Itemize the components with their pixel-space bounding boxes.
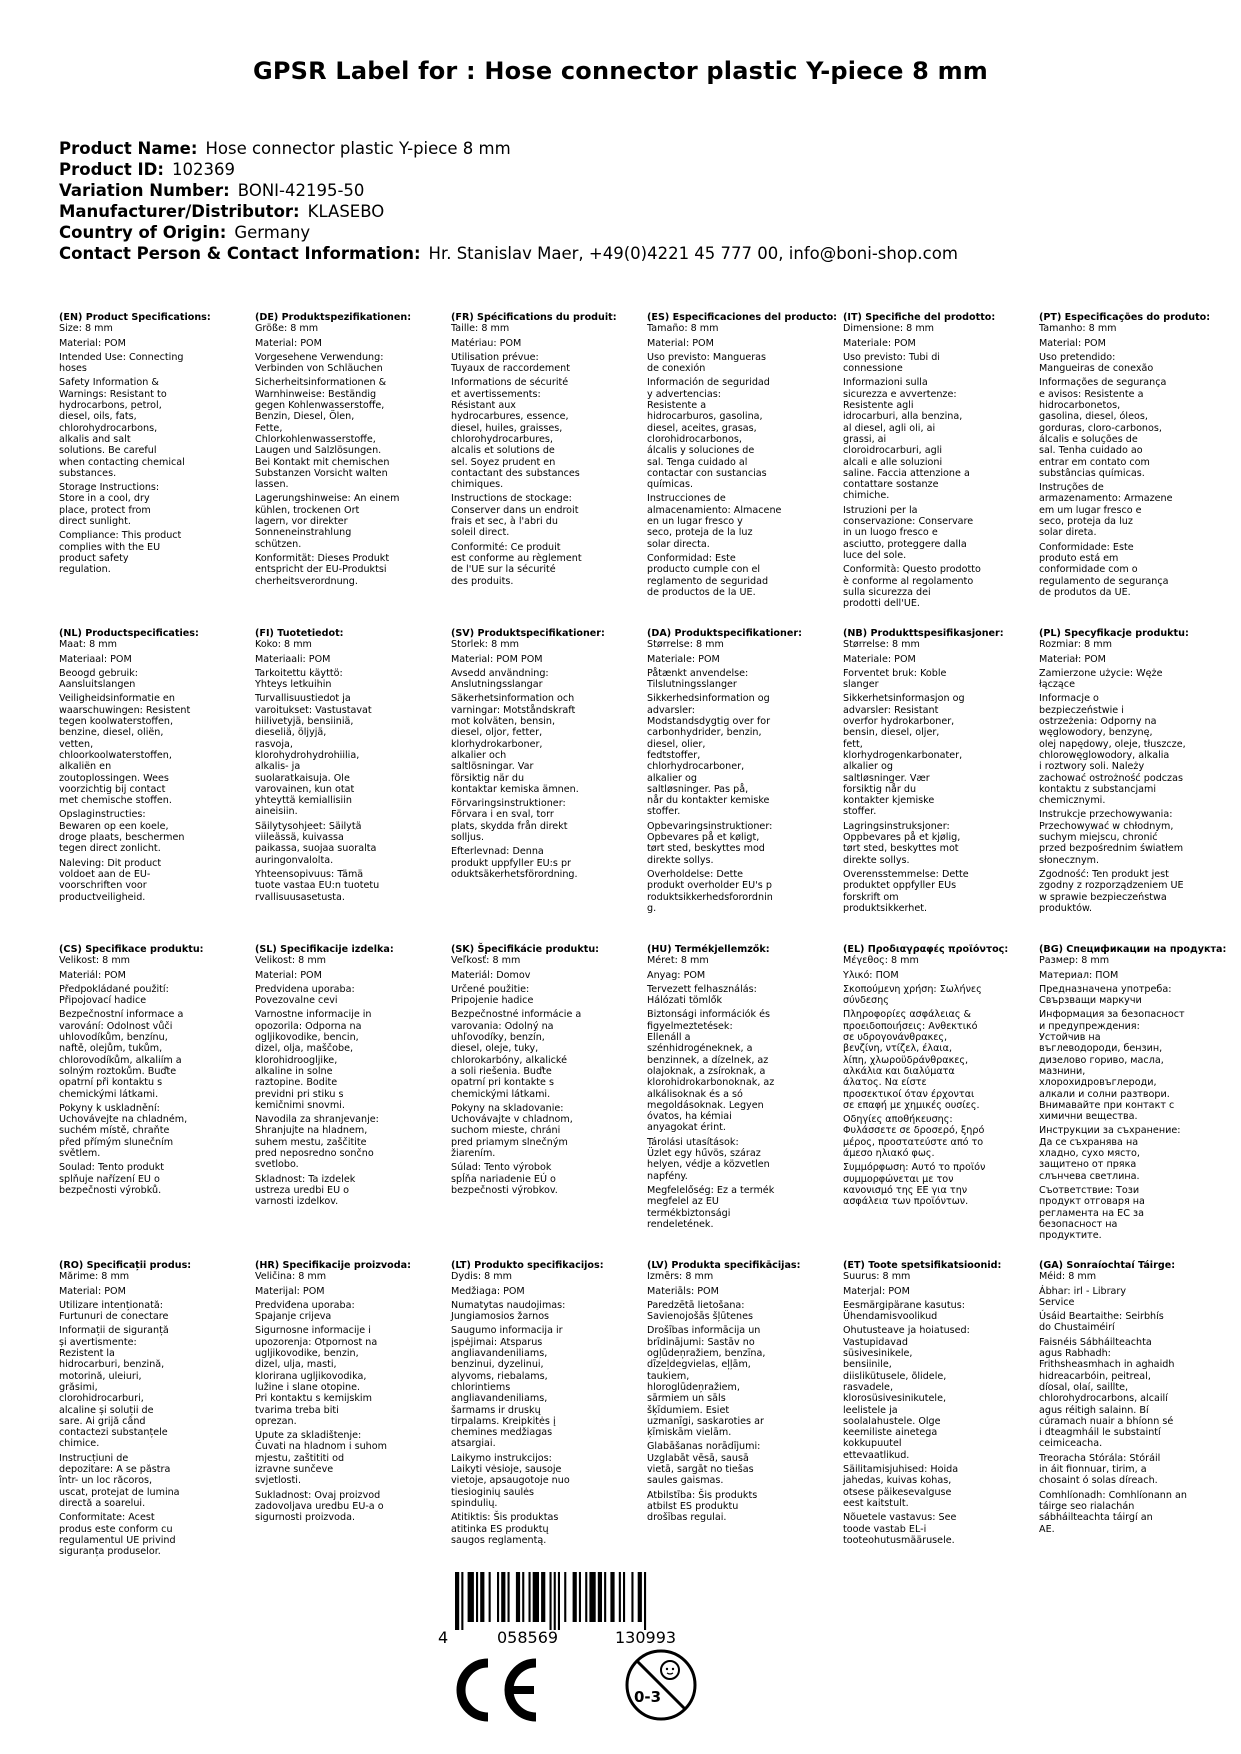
info-label: Country of Origin: [59,223,227,242]
spec-heading: (GA) Sonraíochtaí Táirge: [1039,1260,1176,1271]
spec-paragraph: Intended Use: Connecting hoses [59,351,184,375]
spec-paragraph: Instruções de armazenamento: Armazene em um lugar fresco e seco, proteja da luz solar direta. [1039,482,1173,539]
barcode-bar [554,1572,556,1630]
spec-heading: (SL) Specifikacije izdelka: [255,944,394,955]
spec-block [255,944,447,1211]
spec-paragraph: Tarkoitettu käyttö: Yhteys letkuihin [255,667,343,691]
spec-paragraph: Säkerhetsinformation och varningar: Motståndskraft mot kolväten, bensin, diesel, oljor, fetter, klorhydrokarboner, alkalier och saltlösningar. Var försiktig när du kontaktar kemiska ämnen. [451,693,579,795]
spec-paragraph: Compliance: This product complies with the EU product safety regulation. [59,530,182,576]
spec-paragraph: Säilytysohjeet: Säilytä viileässä, kuivassa paikassa, suojaa suoralta auringonvalolta. [255,820,377,866]
spec-paragraph: Pokyny na skladovanie: Uchovávajte v chladnom, suchom mieste, chráni pred priamym slnečným žiarením. [451,1102,573,1160]
spec-block [1039,312,1231,601]
barcode-bar [579,1572,581,1622]
barcode-bar [589,1572,595,1622]
spec-heading: (HR) Specifikacije proizvoda: [255,1260,411,1271]
spec-paragraph: Skladnost: Ta izdelek ustreza uredbi EU o varnosti izdelkov. [255,1173,356,1208]
spec-paragraph: Conformidade: Este produto está em conformidade com o regulamento de segurança de produtos da UE. [1039,541,1169,598]
spec-block [1039,628,1231,917]
spec-paragraph: Σκοπούμενη χρήση: Σωλήνες σύνδεσης [843,983,982,1007]
spec-block [843,1260,1035,1549]
spec-heading: (SK) Špecifikácie produktu: [451,944,600,955]
spec-paragraph: Materiál: Domov [451,969,531,981]
spec-block [451,312,643,590]
spec-paragraph: Materijal: POM [255,1285,325,1297]
spec-paragraph: Veiligheidsinformatie en waarschuwingen: Resistent tegen koolwaterstoffen, benzine, diesel, oliën, vetten, chloorkoolwaterstoffen, alkaliën en zoutoplossingen. Wees voorzichtig bij contact met chemische stoffen. [59,693,191,807]
spec-paragraph: Ohutusteave ja hoiatused: Vastupidavad süsivesinikele, bensiinile, diislikütusele, õlidele, rasvadele, klorosüsivesinikutele, leelistele ja soolalahustele. Olge keemiliste ainetega kokkupuutel ettevaatlikud. [843,1325,970,1461]
spec-paragraph: Lagringsinstruksjoner: Oppbevares på et kjølig, tørt sted, beskyttes mot direkte sollys. [843,820,961,866]
info-row [59,222,958,243]
info-value: KLASEBO [307,202,385,221]
spec-paragraph: Material: POM [255,337,322,349]
spec-paragraph: Paredzētā lietošana: Savienojošās šļūtenes [647,1299,754,1323]
barcode-lead-digit: 4 [438,1628,449,1647]
spec-paragraph: Opbevaringsinstruktioner: Opbevares på et køligt, tørt sted, beskyttes mod direkte sollys. [647,820,773,866]
spec-block [647,944,839,1233]
spec-heading: (LV) Produkta specifikācijas: [647,1260,801,1271]
spec-paragraph: Tervezett felhasználás: Hálózati tömlők [647,983,757,1007]
spec-paragraph: Forventet bruk: Koble slanger [843,667,947,691]
spec-paragraph: Informazioni sulla sicurezza e avvertenze: Resistente agli idrocarburi, alla benzina, al diesel, agli oli, ai grassi, ai cloroidrocarburi, agli alcali e alle soluzioni saline. Faccia attenzione a contattare sostanze chimiche. [843,377,970,502]
spec-paragraph: Utilisation prévue: Tuyaux de raccordement [451,351,570,375]
spec-heading: (FR) Spécifications du produit: [451,312,617,323]
spec-paragraph: Predviđena uporaba: Spajanje crijeva [255,1299,355,1323]
barcode-bar [623,1572,625,1622]
spec-block [59,944,251,1199]
barcode-group-1: 058569 [497,1628,559,1647]
spec-heading: (FI) Tuotetiedot: [255,628,344,639]
spec-paragraph: Sikkerhedsinformation og advarsler: Modstandsdygtig over for carbonhydrider, benzin, diesel, olier, fedtstoffer, chlorhydrocarboner, alkalier og saltløsninger. Pas på, når du kontakter kemiske stoffer. [647,693,771,818]
barcode-bar [598,1572,602,1622]
barcode-bar [619,1572,621,1622]
spec-paragraph: Instrucțiuni de depozitare: A se păstra într- un loc răcoros, uscat, protejat de lumina directă a soarelui. [59,1452,180,1509]
barcode [433,1572,733,1652]
age-warning-icon [624,1648,698,1722]
spec-paragraph: Materiāls: POM [647,1285,719,1297]
spec-paragraph: Πληροφορίες ασφάλειας & προειδοποιήσεις: Ανθεκτικό σε υδρογονάνθρακες, βενζίνη, ντίζελ, έλαια, λίπη, χλωροϋδράνθρακες, αλκάλια και διαλύματα άλατος. Να είστε προσεκτικοί όταν έρχονται σε επαφή με χημικές ουσίες. [843,1009,980,1111]
spec-paragraph: Naleving: Dit product voldoet aan de EU- voorschriften voor productveiligheid. [59,857,162,903]
info-label: Product ID: [59,160,164,179]
barcode-bar [541,1572,545,1622]
spec-paragraph: Veličina: 8 mm [255,1271,327,1283]
spec-block [1039,1260,1231,1538]
spec-block [843,944,1035,1211]
spec-block [255,312,447,590]
barcode-group-2: 130993 [615,1628,677,1647]
spec-paragraph: Informacje o bezpieczeństwie i ostrzeżenia: Odporny na węglowodory, benzynę, olej napędowy, oleje, tłuszcze, chlorowęglowodory, alkalia i roztwory soli. Należy zachować ostrożność podczas kontaktu z substancjami chemicznymi. [1039,693,1186,807]
barcode-bar [604,1572,606,1622]
spec-paragraph: Storlek: 8 mm [451,639,519,651]
spec-paragraph: Инструкции за съхранение: Да се съхранява на хладно, сухо място, защитено от пряка слънчева светлина. [1039,1125,1181,1182]
spec-paragraph: Размер: 8 mm [1039,955,1110,967]
spec-block [843,628,1035,917]
spec-paragraph: Informations de sécurité et avertissements: Résistant aux hydrocarbures, essence, diesel, huiles, graisses, chlorohydrocarbures, alcalis et solutions de sel. Soyez prudent en contactant des substances chimiques. [451,377,580,491]
spec-paragraph: Avsedd användning: Anslutningsslangar [451,667,549,691]
info-value: Germany [234,223,311,242]
info-label: Manufacturer/Distributor: [59,202,300,221]
barcode-bar [644,1572,646,1630]
spec-paragraph: Sigurnosne informacije i upozorenja: Otpornost na ugljikovodike, benzin, dizel, ulja, masti, klorirana ugljikovodika, lužine i slane otopine. Pri kontaktu s kemijskim tvarima treba biti oprezan. [255,1325,378,1427]
spec-paragraph: Rozmiar: 8 mm [1039,639,1112,651]
spec-paragraph: Instrukcje przechowywania: Przechowywać w chłodnym, suchym miejscu, chronić przed bezpośrednim światłem słonecznym. [1039,809,1184,866]
spec-paragraph: Glabāšanas norādījumi: Uzglabāt vēsā, sausā vietā, sargāt no tiešas saules gaismas. [647,1441,761,1487]
spec-paragraph: Bezpečnostné informácie a varovania: Odolný na uhľovodíky, benzín, diesel, oleje, tuky, chlorokarbóny, alkalické a soli riešenia. Buďte opatrní pri kontakte s chemickými látkami. [451,1009,582,1100]
spec-heading: (ET) Toote spetsifikatsioonid: [843,1260,1002,1271]
barcode-bar [501,1572,505,1622]
spec-paragraph: Megfelelőség: Ez a termék megfelel az EU termékbiztonsági rendeletének. [647,1184,775,1230]
barcode-bar [468,1572,474,1622]
info-row [59,138,958,159]
spec-paragraph: Zamierzone użycie: Węże łączące [1039,667,1163,691]
spec-paragraph: Съответствие: Този продукт отговаря на регламента на ЕС за безопасност на продуктите. [1039,1184,1145,1242]
barcode-bar [476,1572,478,1622]
spec-paragraph: Bezpečnostní informace a varování: Odolnost vůči uhlovodíkům, benzínu, naftě, olejům, tukům, chlorovodíkům, alkaliím a solným roztokům. Buďte opatrní při kontaktu s chemickými látkami. [59,1009,184,1100]
info-row [59,180,958,201]
spec-paragraph: Numatytas naudojimas: Jungiamosios žarnos [451,1299,566,1323]
spec-paragraph: Předpokládané použití: Připojovací hadice [59,983,169,1007]
spec-heading: (BG) Спецификации на продукта: [1039,944,1227,955]
spec-heading: (RO) Specificații produs: [59,1260,192,1271]
spec-paragraph: Størrelse: 8 mm [843,639,920,651]
spec-heading: (PT) Especificações do produto: [1039,312,1211,323]
spec-paragraph: Uso pretendido: Mangueiras de conexão [1039,351,1154,375]
spec-paragraph: Varnostne informacije in opozorila: Odporna na ogljikovodike, bencin, dizel, olja, maščobe, klorohidroogljike, alkaline in solne raztopine. Bodite previdni pri stiku s kemičnimi snovmi. [255,1009,372,1111]
spec-block [451,1260,643,1549]
spec-paragraph: Safety Information & Warnings: Resistant to hydrocarbons, petrol, diesel, oils, fats, chlorohydrocarbons, alkalis and salt solutions. Be careful when contacting chemical substances. [59,377,185,479]
spec-paragraph: Overensstemmelse: Dette produktet oppfyller EUs forskrift om produktsikkerhet. [843,868,969,914]
spec-block [255,1260,447,1527]
spec-paragraph: Säilitamisjuhised: Hoida jahedas, kuivas kohas, otsese päikesevalguse eest kaitstult. [843,1464,959,1509]
spec-paragraph: Materiaali: POM [255,653,331,665]
spec-heading: (LT) Produkto specifikacijos: [451,1260,604,1271]
spec-paragraph: Uso previsto: Mangueras de conexión [647,351,767,375]
spec-paragraph: Материал: ПОМ [1039,969,1119,981]
spec-paragraph: Yhteensopivuus: Tämä tuote vastaa EU:n tuotetu rvallisuusasetusta. [255,868,380,903]
ce-mark-icon [450,1655,540,1725]
spec-paragraph: Material: POM [1039,337,1106,349]
spec-paragraph: Instructions de stockage: Conserver dans un endroit frais et sec, à l'abri du soleil direct. [451,493,579,539]
barcode-bar [489,1572,491,1622]
spec-heading: (NL) Productspecificaties: [59,628,199,639]
spec-paragraph: Materiale: POM [647,653,720,665]
spec-paragraph: Biztonsági információk és figyelmeztetések: Ellenáll a szénhidrogéneknek, a benzinnek, a dízelnek, az olajoknak, a zsíroknak, a klorohidrokarbonoknak, az alkálisoknak és a só megoldásoknak. Legyen óvatos, ha kémiai anyagokat érint. [647,1009,775,1134]
spec-paragraph: Matériau: POM [451,337,522,349]
spec-paragraph: Storage Instructions: Store in a cool, dry place, protect from direct sunlight. [59,482,160,528]
spec-paragraph: Material: POM POM [451,653,543,665]
info-row [59,243,958,264]
spec-paragraph: Súlad: Tento výrobok spĺňa nariadenie EÚ o bezpečnosti výrobkov. [451,1162,558,1196]
info-value: Hose connector plastic Y-piece 8 mm [205,139,511,158]
spec-paragraph: Información de seguridad y advertencias: Resistente a hidrocarburos, gasolina, diesel, aceites, grasas, clorohidrocarbonos, álcalis y soluciones de sal. Tenga cuidado al contactar con sustancias químicas. [647,377,770,491]
info-value: 102369 [171,160,235,179]
spec-paragraph: Utilizare intenționată: Furtunuri de conectare [59,1299,169,1323]
spec-paragraph: Informações de segurança e avisos: Resistente a hidrocarbonetos, gasolina, diesel, óleos, gorduras, cloro-carbonos, álcalis e soluções de sal. Tenha cuidado ao entrar em contato com substâncias químicas. [1039,377,1167,479]
spec-paragraph: Materiale: POM [843,337,916,349]
spec-heading: (SV) Produktspecifikationer: [451,628,605,639]
spec-paragraph: Anyag: POM [647,969,706,981]
spec-paragraph: Úsáid Beartaithe: Seirbhís do Chustaiméirí [1039,1311,1164,1334]
spec-paragraph: Dimensione: 8 mm [843,323,935,335]
spec-paragraph: Suurus: 8 mm [843,1271,911,1283]
barcode-bar [638,1572,642,1622]
spec-block [1039,944,1231,1244]
spec-paragraph: Förvaringsinstruktioner: Förvara i en sval, torr plats, skydda från direkt solljus. [451,798,568,844]
spec-paragraph: Medžiaga: POM [451,1285,525,1297]
barcode-bar [550,1572,552,1630]
spec-paragraph: Информация за безопасност и предупреждения: Устойчив на въглеводороди, бензин, дизелово гориво, масла, мазнини, хлорохидровъглероди, алкали и солни разтвори. Внимавайте при контакт с химични вещества. [1039,1009,1185,1123]
age-label: 0-3 [634,1688,662,1706]
spec-paragraph: Treoracha Stórála: Stóráil in áit fionnuar, tirim, a chosaint ó solas díreach. [1039,1452,1161,1487]
spec-block [255,628,447,906]
spec-paragraph: Efterlevnad: Denna produkt uppfyller EU:s pr oduktsäkerhetsförordning. [451,846,578,880]
spec-paragraph: Laikymo instrukcijos: Laikyti vėsioje, sausoje vietoje, apsaugotoje nuo tiesioginių saulės spindulių. [451,1452,570,1509]
barcode-bar [522,1572,524,1622]
spec-paragraph: Material: POM [255,969,322,981]
spec-paragraph: Comhlíonadh: Comhlíonann an táirge seo rialachán sábháilteachta táirgí an AE. [1039,1489,1187,1535]
spec-paragraph: Størrelse: 8 mm [647,639,724,651]
spec-block [647,628,839,917]
info-label: Contact Person & Contact Information: [59,244,421,263]
spec-paragraph: Velikost: 8 mm [59,955,131,967]
spec-block [451,944,643,1199]
info-value: Hr. Stanislav Maer, +49(0)4221 45 777 00, info@boni-shop.com [428,244,958,263]
spec-paragraph: Size: 8 mm [59,323,113,335]
spec-paragraph: Conformità: Questo prodotto è conforme al regolamento sulla sicurezza dei prodotti dell'UE. [843,564,981,610]
spec-paragraph: Veľkosť: 8 mm [451,955,521,967]
spec-heading: (DE) Produktspezifikationen: [255,312,412,323]
info-row [59,201,958,222]
spec-paragraph: Soulad: Tento produkt splňuje nařízení EU o bezpečnosti výrobků. [59,1162,165,1196]
spec-paragraph: Συμμόρφωση: Αυτό το προϊόν συμμορφώνεται με τον κανονισμό της ΕΕ για την ασφάλεια των προϊόντων. [843,1162,986,1208]
spec-paragraph: Nõuetele vastavus: See toode vastab EL-i tooteohutusmäärusele. [843,1512,957,1546]
spec-paragraph: Sicherheitsinformationen & Warnhinweise: Beständig gegen Kohlenwasserstoffe, Benzin, Diesel, Ölen, Fette, Chlorkohlenwasserstoffe, Laugen und Salzlösungen. Bei Kontakt mit chemischen Substanzen Vorsicht walten lassen. [255,377,390,491]
spec-paragraph: Μέγεθος: 8 mm [843,955,919,967]
spec-paragraph: Material: POM [59,1285,126,1297]
spec-paragraph: Tamaño: 8 mm [647,323,719,335]
spec-paragraph: Overholdelse: Dette produkt overholder EU's p roduktsikkerhedsforordnin g. [647,868,773,914]
spec-paragraph: Maat: 8 mm [59,639,117,651]
barcode-bar [533,1572,539,1622]
spec-paragraph: Opslaginstructies: Bewaren op een koele, droge plaats, beschermen tegen direct zonlicht. [59,809,185,855]
spec-heading: (PL) Specyfikacje produktu: [1039,628,1189,639]
spec-paragraph: Atbilstība: Šis produkts atbilst ES produktu drošības regulai. [647,1489,758,1524]
spec-paragraph: Conformité: Ce produit est conforme au règlement de l'UE sur la sécurité des produits. [451,541,582,587]
spec-paragraph: Navodila za shranjevanje: Shranjujte na hladnem, suhem mestu, zaščitite pred neposredno sončno svetlobo. [255,1114,379,1171]
info-row [59,159,958,180]
spec-paragraph: Faisnéis Sábháilteachta agus Rabhadh: Frithsheasmhach in aghaidh hidreacarbóin, peitreal, díosal, olaí, saillte, chlorohydrocarbons, alcailí agus réitigh salainn. Bí cúramach nuair a bhíonn sé i dteagmháil le substaintí ceimiceacha. [1039,1336,1175,1450]
spec-paragraph: Tamanho: 8 mm [1039,323,1117,335]
barcode-bar [558,1572,560,1630]
spec-paragraph: Velikost: 8 mm [255,955,327,967]
spec-heading: (HU) Termékjellemzők: [647,944,770,955]
spec-paragraph: Materjal: POM [843,1285,910,1297]
spec-block [59,1260,251,1560]
spec-block [647,312,839,601]
spec-paragraph: Pokyny k uskladnění: Uchovávejte na chladném, suchém místě, chraňte před přímým slunečním světlem. [59,1102,188,1160]
barcode-bar [585,1572,587,1622]
spec-paragraph: Materiał: POM [1039,653,1106,665]
spec-paragraph: Zgodność: Ten produkt jest zgodny z rozporządzeniem UE w sprawie bezpieczeństwa produktów. [1039,868,1184,914]
spec-block [843,312,1035,612]
product-info [59,138,958,264]
spec-paragraph: Predvidena uporaba: Povezovalne cevi [255,983,355,1007]
spec-paragraph: Konformität: Dieses Produkt entspricht der EU-Produktsi cherheitsverordnung. [255,552,390,587]
barcode-bar [573,1572,577,1622]
spec-paragraph: Eesmärgipärane kasutus: Ühendamisvoolikud [843,1299,965,1323]
info-label: Variation Number: [59,181,230,200]
spec-heading: (IT) Specifiche del prodotto: [843,312,996,323]
spec-paragraph: Méid: 8 mm [1039,1271,1097,1283]
barcode-bar [480,1572,484,1622]
spec-paragraph: Material: POM [59,337,126,349]
label-title: GPSR Label for : Hose connector plastic Y-piece 8 mm [252,57,989,85]
spec-paragraph: Upute za skladištenje: Čuvati na hladnom i suhom mjestu, zaštititi od izravne sunčeve svjetlosti. [255,1430,387,1487]
spec-paragraph: Materiaal: POM [59,653,132,665]
barcode-bars [433,1572,733,1630]
spec-paragraph: Ábhar: irl - Library Service [1039,1285,1127,1308]
spec-paragraph: Saugumo informacija ir įspėjimai: Atsparus angliavandeniliams, benzinui, dyzelinui, alyvoms, riebalams, chlorintiems angliavandeniliams, šarmams ir druskų tirpalams. Kreipkitės į chemines medžiagas atsargiai. [451,1325,563,1450]
spec-paragraph: Beoogd gebruik: Aansluitslangen [59,667,139,691]
barcode-bar [497,1572,499,1622]
spec-paragraph: Υλικό: ΠΟΜ [843,969,899,981]
barcode-bar [461,1572,463,1630]
info-label: Product Name: [59,139,198,158]
barcode-bar [529,1572,531,1622]
spec-paragraph: Sukladnost: Ovaj proizvod zadovoljava uredbu EU-a o sigurnosti proizvoda. [255,1489,384,1524]
spec-block [647,1260,839,1527]
info-value: BONI-42195-50 [237,181,365,200]
spec-paragraph: Drošības informācija un brīdinājumi: Sastāv no ogļūdeņražiem, benzīna, dīzeļdegvielas, eļļām, taukiem, hloroglūdeņražiem, sārmiem un sāls šķīdumiem. Esiet uzmanīgi, saskaroties ar ķīmiskām vielām. [647,1325,766,1439]
spec-paragraph: Izmērs: 8 mm [647,1271,714,1283]
barcode-bar [610,1572,614,1622]
spec-paragraph: Conformitate: Acest produs este conform cu regulamentul UE privind siguranța produselor. [59,1512,176,1558]
barcode-bar [564,1572,566,1622]
barcode-bar [455,1572,459,1630]
barcode-bar [631,1572,633,1622]
spec-paragraph: Mărime: 8 mm [59,1271,130,1283]
spec-paragraph: Istruzioni per la conservazione: Conservare in un luogo fresco e asciutto, proteggere dalla luce del sole. [843,504,974,561]
spec-paragraph: Instrucciones de almacenamiento: Almacene en un lugar fresco y seco, proteja de la luz solar directa. [647,493,782,550]
barcode-bar [516,1572,520,1622]
spec-paragraph: Tárolási utasítások: Üzlet egy hűvös, száraz helyen, védje a közvetlen napfény. [647,1136,770,1182]
spec-heading: (ES) Especificaciones del producto: [647,312,838,323]
spec-paragraph: Material: POM [647,337,714,349]
spec-block [451,628,643,883]
spec-paragraph: Vorgesehene Verwendung: Verbinden von Schläuchen [255,351,384,375]
spec-paragraph: Οδηγίες αποθήκευσης: Φυλάσσετε σε δροσερό, ξηρό μέρος, προστατεύστε από το άμεσο ηλιακό φως. [843,1114,985,1160]
spec-heading: (NB) Produkttspesifikasjoner: [843,628,1004,639]
spec-paragraph: Lagerungshinweise: An einem kühlen, trockenen Ort lagern, vor direkter Sonneneinstrahlung schützen. [255,493,400,550]
spec-block [59,312,251,579]
spec-paragraph: Materiál: POM [59,969,126,981]
spec-paragraph: Dydis: 8 mm [451,1271,512,1283]
spec-paragraph: Informații de siguranță și avertismente: Rezistent la hidrocarburi, benzină, motorină, uleiuri, grăsimi, clorohidrocarburi, alcaline și soluții de sare. Ai grijă când contactezi substanțele chimice. [59,1325,169,1450]
spec-heading: (EL) Προδιαγραφές προϊόντος: [843,944,1009,955]
spec-paragraph: Turvallisuustiedot ja varoitukset: Vastustavat hiilivetyjä, bensiiniä, dieseliä, öljyjä, rasvoja, klorohydrohydrohiilia, alkalis- ja suolaratkaisuja. Ole varovainen, kun otat yhteyttä kemiallisiin aineisiin. [255,693,372,818]
spec-paragraph: Sikkerhetsinformasjon og advarsler: Resistant overfor hydrokarboner, bensin, diesel, oljer, fett, klorhydrogenkarbonater, alkalier og saltløsninger. Vær forsiktig når du kontakter kjemiske stoffer. [843,693,965,818]
spec-paragraph: Koko: 8 mm [255,639,312,651]
spec-heading: (DA) Produktspecifikationer: [647,628,802,639]
spec-paragraph: Предназначена употреба: Свързващи маркучи [1039,983,1172,1007]
spec-paragraph: Uso previsto: Tubi di connessione [843,351,940,375]
spec-block [59,628,251,906]
spec-paragraph: Atitiktis: Šis produktas atitinka ES produktų saugos reglamentą. [451,1512,559,1546]
spec-paragraph: Größe: 8 mm [255,323,319,335]
spec-paragraph: Určené použitie: Pripojenie hadice [451,983,534,1007]
spec-paragraph: Taille: 8 mm [451,323,510,335]
spec-heading: (CS) Specifikace produktu: [59,944,204,955]
spec-paragraph: Materiale: POM [843,653,916,665]
spec-paragraph: Conformidad: Este producto cumple con el reglamento de seguridad de productos de la UE. [647,552,769,598]
spec-paragraph: Méret: 8 mm [647,955,709,967]
spec-paragraph: Påtænkt anvendelse: Tilslutningsslanger [647,667,749,691]
barcode-bar [508,1572,510,1622]
spec-heading: (EN) Product Specifications: [59,312,211,323]
